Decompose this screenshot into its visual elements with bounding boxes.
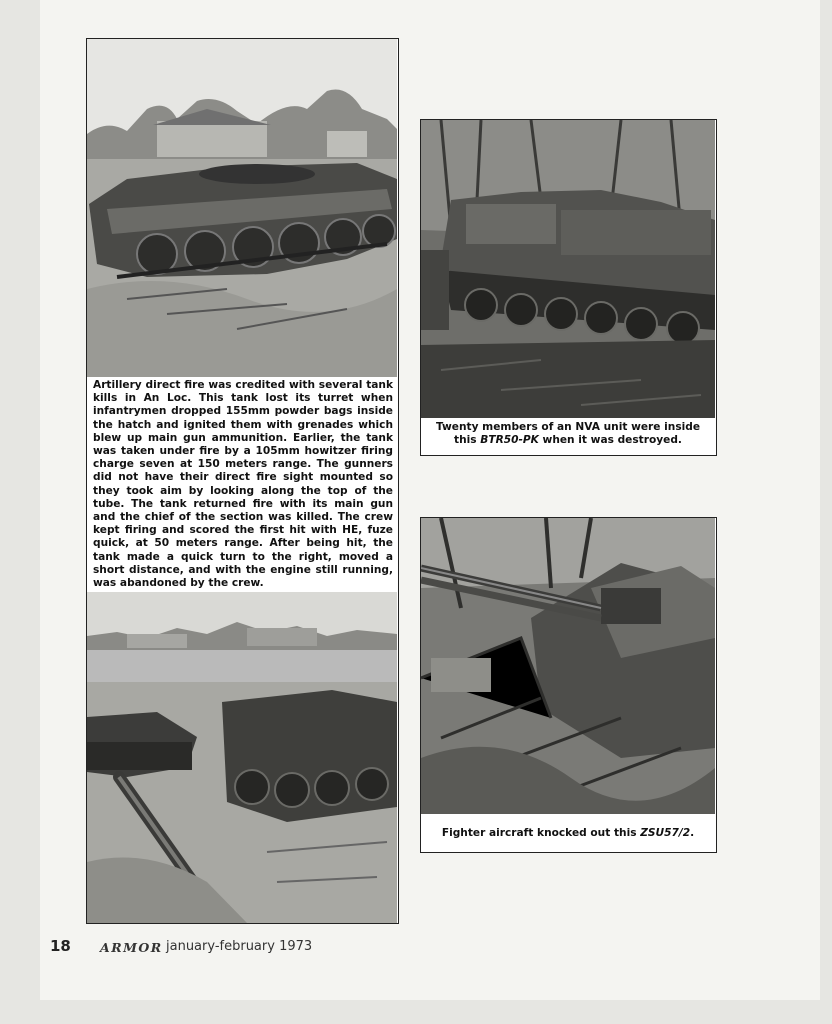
issue-date: january-february 1973 xyxy=(166,939,313,954)
zsu57-photo xyxy=(421,518,715,814)
btr50-caption-text: Twenty members of an NVA unit were inside this xyxy=(435,421,701,447)
magazine-name: ARMOR xyxy=(100,940,163,955)
btr50-vehicle-name: BTR50-PK xyxy=(480,434,539,447)
tank-kill-caption: Artillery direct fire was credited with several tank kills in An Loc. This tank lost its turret when infantrymen dropped 155mm powder bags inside the hatch and ignited them with grenades which blew up main gun ammunition. Earlier, the tank was taken under fire by a 105mm howitzer firing charge seven at 150 meters range. The gunners did not have their direct fire sight mounted so they took aim by looking along the top of the tube. The tank returned fire with its main gun and the chief of the section was killed. The crew kept firing and scored the first hit with HE, fuze quick, at 50 meters range. After being hit, the tank made a quick turn to the right, moved a short distance, and with the engine still running, was abandoned by the crew. xyxy=(93,379,393,590)
destroyed-tanks-field-photo xyxy=(87,592,397,923)
btr50-photo xyxy=(421,120,715,418)
turretless-tank-photo xyxy=(87,39,397,377)
page-number: 18 xyxy=(50,937,71,955)
btr50-caption xyxy=(427,421,709,447)
top-right-photo-panel xyxy=(420,119,717,456)
bottom-right-photo-panel xyxy=(420,517,717,853)
zsu57-caption-end: . xyxy=(690,827,695,839)
btr50-caption-end: when it was destroyed. xyxy=(538,434,682,447)
zsu57-vehicle-name: ZSU57/2 xyxy=(640,827,691,839)
left-photo-panel xyxy=(86,38,399,924)
magazine-page xyxy=(40,0,820,1000)
zsu57-caption-text: Fighter aircraft knocked out this xyxy=(441,827,641,839)
zsu57-caption xyxy=(427,827,709,840)
